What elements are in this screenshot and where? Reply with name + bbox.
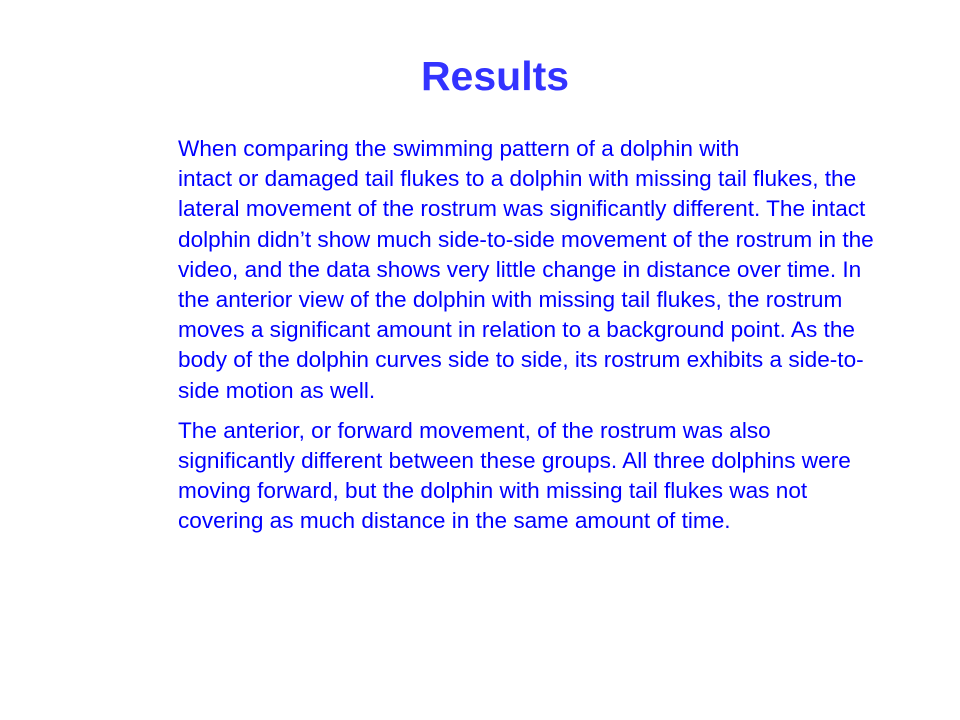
text-line: body of the dolphin curves side to side, its rostrum exhibits a side-to- [178, 347, 864, 373]
text-line: lateral movement of the rostrum was significantly different. The intact [178, 196, 866, 222]
slide-body [80, 134, 910, 537]
text-line: dolphin didn’t show much side-to-side movement of the rostrum in the [178, 226, 874, 252]
text-line: When comparing the swimming pattern of a dolphin with [178, 136, 740, 161]
slide-title: Results [420, 53, 570, 99]
text-line: The anterior, or forward movement, of the rostrum was also [178, 417, 771, 443]
text-line: covering as much distance in the same amount of time. [178, 508, 731, 534]
text-line: moving forward, but the dolphin with missing tail flukes was not [178, 478, 808, 504]
text-line: side motion as well. [178, 377, 376, 403]
text-line: video, and the data shows very little change in distance over time. In [178, 256, 862, 282]
text-line: moves a significant amount in relation to a background point. As the [178, 317, 855, 343]
paragraph-forward-movement [80, 416, 910, 537]
paragraph-lateral-movement [80, 134, 910, 406]
text-line: significantly different between these groups. All three dolphins were [178, 448, 851, 474]
text-line: the anterior view of the dolphin with missing tail flukes, the rostrum [178, 287, 843, 313]
text-line: intact or damaged tail flukes to a dolphin with missing tail flukes, the [178, 166, 857, 192]
